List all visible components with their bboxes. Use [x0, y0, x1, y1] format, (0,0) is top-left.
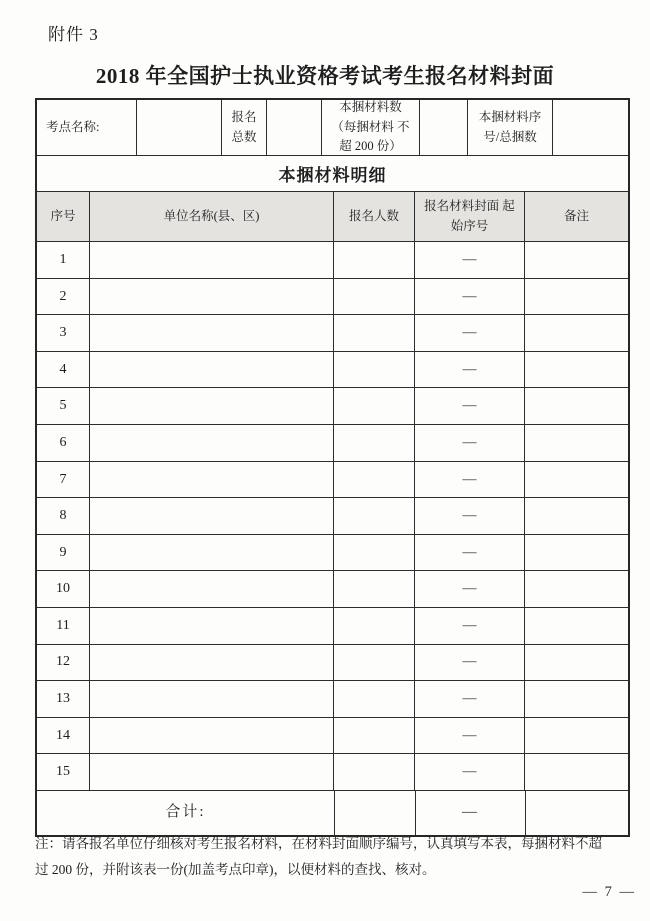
row-serial-no: 14 — [37, 718, 90, 754]
footnote — [35, 831, 631, 883]
row-registrant-count-cell — [334, 279, 415, 315]
row-serial-no: 10 — [37, 571, 90, 607]
table-row — [37, 608, 628, 645]
table-body — [37, 242, 628, 791]
row-remark-cell — [525, 242, 628, 278]
total-registration-label: 报名总数 — [222, 100, 267, 155]
row-unit-name-cell — [90, 681, 334, 717]
row-registrant-count-cell — [334, 535, 415, 571]
row-unit-name-cell — [90, 388, 334, 424]
row-unit-name-cell — [90, 462, 334, 498]
row-registrant-count-cell — [334, 425, 415, 461]
table-row — [37, 645, 628, 682]
row-unit-name-cell — [90, 535, 334, 571]
total-remark-cell — [526, 791, 628, 835]
exam-site-label: 考点名称: — [37, 100, 137, 155]
table-row — [37, 242, 628, 279]
attachment-label: 附件 3 — [48, 25, 99, 44]
total-row — [37, 791, 628, 835]
row-cover-start-serial-cell: — — [415, 608, 525, 644]
row-serial-no: 2 — [37, 279, 90, 315]
row-remark-cell — [525, 608, 628, 644]
table-row — [37, 425, 628, 462]
row-registrant-count-cell — [334, 315, 415, 351]
exam-site-value-cell — [137, 100, 222, 155]
row-unit-name-cell — [90, 352, 334, 388]
total-label: 合计: — [37, 791, 335, 835]
row-remark-cell — [525, 681, 628, 717]
row-remark-cell — [525, 462, 628, 498]
row-registrant-count-cell — [334, 681, 415, 717]
row-cover-start-serial-cell: — — [415, 315, 525, 351]
row-registrant-count-cell — [334, 498, 415, 534]
row-remark-cell — [525, 571, 628, 607]
row-unit-name-cell — [90, 645, 334, 681]
row-unit-name-cell — [90, 571, 334, 607]
bundle-serial-label: 本捆材料序 号/总捆数 — [468, 100, 553, 155]
row-remark-cell — [525, 645, 628, 681]
table-row — [37, 462, 628, 499]
row-serial-no: 9 — [37, 535, 90, 571]
header-registrant-count: 报名人数 — [334, 192, 415, 241]
row-cover-start-serial-cell: — — [415, 498, 525, 534]
row-registrant-count-cell — [334, 571, 415, 607]
table-row — [37, 352, 628, 389]
row-serial-no: 13 — [37, 681, 90, 717]
footnote-line-1: 注：请各报名单位仔细核对考生报名材料，在材料封面顺序编号，认真填写本表，每捆材料不超 — [35, 836, 602, 851]
row-cover-start-serial-cell: — — [415, 462, 525, 498]
section-title: 本捆材料明细 — [37, 156, 628, 192]
total-registration-value-cell — [267, 100, 322, 155]
row-cover-start-serial-cell: — — [415, 279, 525, 315]
row-serial-no: 7 — [37, 462, 90, 498]
row-unit-name-cell — [90, 498, 334, 534]
row-cover-start-serial-cell: — — [415, 352, 525, 388]
row-cover-start-serial-cell: — — [415, 242, 525, 278]
table-row — [37, 681, 628, 718]
row-serial-no: 8 — [37, 498, 90, 534]
row-cover-start-serial-cell: — — [415, 388, 525, 424]
row-serial-no: 3 — [37, 315, 90, 351]
row-serial-no: 15 — [37, 754, 90, 790]
page-title: 2018 年全国护士执业资格考试考生报名材料封面 — [95, 64, 555, 88]
row-unit-name-cell — [90, 425, 334, 461]
row-registrant-count-cell — [334, 462, 415, 498]
row-serial-no: 11 — [37, 608, 90, 644]
row-registrant-count-cell — [334, 608, 415, 644]
table-row — [37, 388, 628, 425]
row-remark-cell — [525, 535, 628, 571]
table-row — [37, 535, 628, 572]
row-serial-no: 6 — [37, 425, 90, 461]
table-row — [37, 718, 628, 755]
row-registrant-count-cell — [334, 352, 415, 388]
table-row — [37, 498, 628, 535]
row-registrant-count-cell — [334, 645, 415, 681]
row-unit-name-cell — [90, 279, 334, 315]
row-remark-cell — [525, 315, 628, 351]
footnote-line-2: 过 200 份，并附该表一份(加盖考点印章)，以便材料的查找、核对。 — [35, 862, 436, 877]
row-remark-cell — [525, 718, 628, 754]
row-cover-start-serial-cell: — — [415, 645, 525, 681]
row-unit-name-cell — [90, 242, 334, 278]
row-cover-start-serial-cell: — — [415, 571, 525, 607]
row-remark-cell — [525, 279, 628, 315]
row-registrant-count-cell — [334, 242, 415, 278]
header-cover-start-serial: 报名材料封面 起始序号 — [415, 192, 525, 241]
row-registrant-count-cell — [334, 718, 415, 754]
row-cover-start-serial-cell: — — [415, 754, 525, 790]
row-unit-name-cell — [90, 754, 334, 790]
table-row — [37, 754, 628, 791]
row-unit-name-cell — [90, 315, 334, 351]
row-serial-no: 1 — [37, 242, 90, 278]
row-unit-name-cell — [90, 608, 334, 644]
header-serial-no: 序号 — [37, 192, 90, 241]
row-remark-cell — [525, 425, 628, 461]
table-row — [37, 279, 628, 316]
row-unit-name-cell — [90, 718, 334, 754]
row-remark-cell — [525, 352, 628, 388]
row-serial-no: 4 — [37, 352, 90, 388]
row-cover-start-serial-cell: — — [415, 718, 525, 754]
header-unit-name: 单位名称(县、区) — [90, 192, 334, 241]
total-count-cell — [335, 791, 416, 835]
table-row — [37, 571, 628, 608]
row-registrant-count-cell — [334, 754, 415, 790]
bundle-count-label: 本捆材料数 （每捆材料 不超 200 份） — [322, 100, 420, 155]
row-remark-cell — [525, 498, 628, 534]
row-cover-start-serial-cell: — — [415, 681, 525, 717]
row-registrant-count-cell — [334, 388, 415, 424]
row-cover-start-serial-cell: — — [415, 535, 525, 571]
registration-cover-table — [35, 98, 630, 837]
row-remark-cell — [525, 388, 628, 424]
info-row — [37, 100, 628, 156]
total-cover-start-serial-cell: — — [416, 791, 526, 835]
row-serial-no: 5 — [37, 388, 90, 424]
table-row — [37, 315, 628, 352]
bundle-serial-value-cell — [553, 100, 628, 155]
row-serial-no: 12 — [37, 645, 90, 681]
row-cover-start-serial-cell: — — [415, 425, 525, 461]
table-header-row — [37, 192, 628, 242]
bundle-count-value-cell — [420, 100, 468, 155]
row-remark-cell — [525, 754, 628, 790]
page-number: — 7 — — [582, 884, 636, 900]
header-remarks: 备注 — [563, 208, 589, 223]
